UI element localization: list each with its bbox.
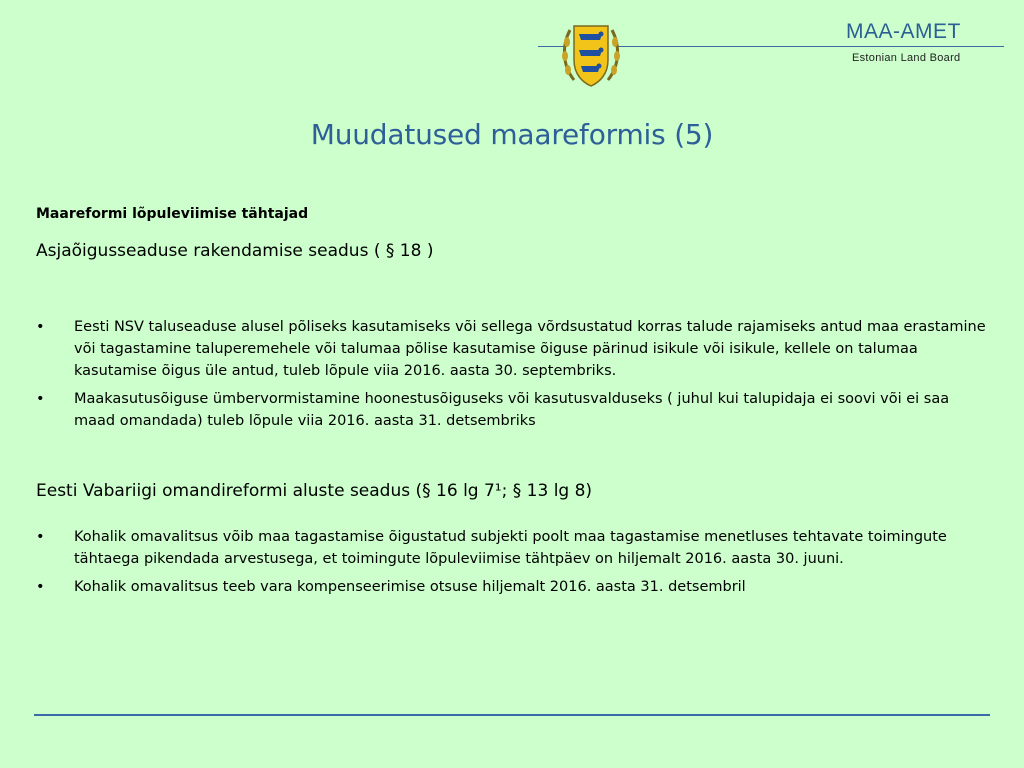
section-heading: Maareformi lõpuleviimise tähtajad [36,206,309,222]
list-item [36,316,986,382]
law-title-1: Asjaõigusseaduse rakendamise seadus ( § 18 ) [36,241,434,261]
list-item [36,388,986,432]
list-item [36,526,986,570]
bullet-text: Eesti NSV taluseaduse alusel põliseks kasutamiseks või sellega võrdsustatud korras talude rajamiseks antud maa erastamine või tagastamine taluperemehele või talumaa põlise kasutamise õiguse pärinud isikule või isikule, kellele on talumaa kasutamise õigus üle antud, tuleb lõpule viia 2016. aasta 30. septembriks. [74,319,986,379]
list-item [36,576,986,598]
header-rule-left [538,46,564,47]
bullet-icon: • [36,529,45,545]
bullet-list-2 [36,526,986,604]
bullet-text: Maakasutusõiguse ümbervormistamine hoonestusõiguseks või kasutusvalduseks ( juhul kui talupidaja ei soovi või ei saa maad omandada) tuleb lõpule viia 2016. aasta 31. detsembriks [74,391,950,429]
page-title: Muudatused maareformis (5) [310,118,714,151]
brand-name: MAA-AMET [846,20,961,43]
bullet-text: Kohalik omavalitsus võib maa tagastamise õigustatud subjekti poolt maa tagastamise menetluses tehtavate toimingute tähtaega pikendada arvestusega, et toimingute lõpuleviimise tähtpäev on hiljemalt 2016. aasta 30. juuni. [74,529,947,567]
bullet-icon: • [36,579,45,595]
header-rule-right [618,46,1004,47]
estonian-coat-of-arms-icon [562,20,620,88]
footer-rule [34,714,990,716]
bullet-icon: • [36,319,45,335]
law-title-2: Eesti Vabariigi omandireformi aluste seadus (§ 16 lg 7¹; § 13 lg 8) [36,481,593,501]
bullet-text: Kohalik omavalitsus teeb vara kompenseerimise otsuse hiljemalt 2016. aasta 31. detsembril [74,579,746,595]
bullet-icon: • [36,391,45,407]
bullet-list-1 [36,316,986,438]
brand-subtitle: Estonian Land Board [852,52,961,64]
